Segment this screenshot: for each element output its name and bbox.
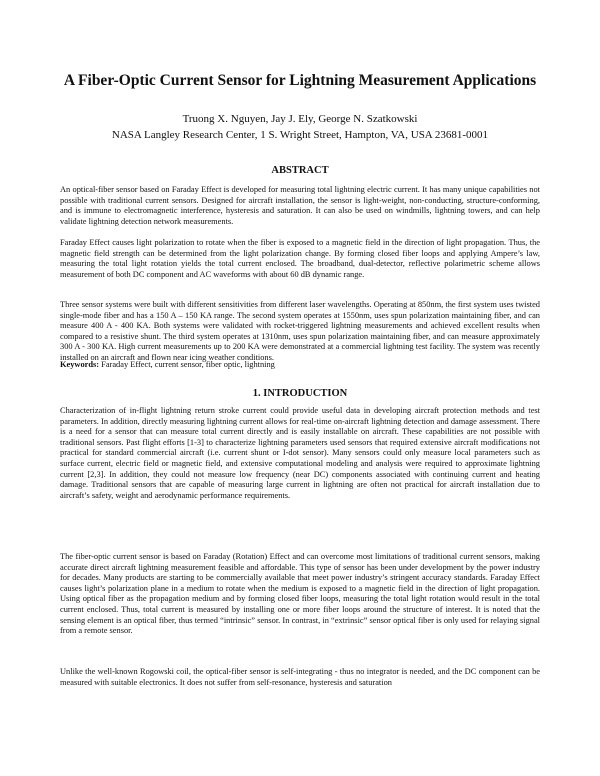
introduction-heading: 1. INTRODUCTION <box>252 388 348 399</box>
author-list: Truong X. Nguyen, Jay J. Ely, George N. Szatkowski <box>182 113 418 125</box>
paper-title: A Fiber-Optic Current Sensor for Lightning Measurement Applications <box>63 72 537 89</box>
abstract-paragraph: An optical-fiber sensor based on Faraday Effect is developed for measuring total lightning electric current. It has many unique capabilities not possible with traditional current sensors. Designed for aircraft installation, the sensor is light-weight, non-conducting, structure-conforming, and is immune to electromagnetic interference, hysteresis and saturation. It can also be used on windmills, lightning towers, and can help validate lightning detection network measurements. <box>60 185 540 226</box>
abstract-paragraph: Faraday Effect causes light polarization to rotate when the fiber is exposed to a magnetic field in the direction of light propagation. Thus, the magnetic field strength can be determined from the light polarization change. By forming closed fiber loops and applying Ampere’s law, measuring the total light rotation yields the total current enclosed. The broadband, dual-detector, reflective polarimetric scheme allows measurement of both DC component and AC waveforms with about 60 dB dynamic range. <box>60 238 540 279</box>
intro-paragraph: The fiber-optic current sensor is based on Faraday (Rotation) Effect and can overcome most limitations of traditional current sensors, making accurate direct aircraft lightning measurement feasible and affordable. This type of sensor has been under development by the power industry for decades. Many products are starting to be commercially available that meet power industry’s stringent accuracy standards. Faraday Effect causes light’s polarization plane in a medium to rotate when the medium is exposed to a magnetic field in the direction of light propagation. Using optical fiber as the propagation medium and by forming closed fiber loops, measuring the total light rotation would result in the total current enclosed. Thus, total current is measured by installing one or more fiber loops around the structure of interest. It is noted that the sensing element is an optical fiber, thus termed “intrinsic” sensor. In contrast, in “extrinsic” sensor optical fiber is only used for relaying signal from a remote sensor. <box>60 552 540 636</box>
intro-paragraph: Characterization of in-flight lightning return stroke current could provide useful data in developing aircraft protection methods and test parameters. In addition, directly measuring lightning current allows for real-time on-aircraft lightning detection and damage assessment. There is a need for a sensor that can measure total current directly and is easily installable on aircraft. These capabilities are not possible with traditional sensors. Past flight efforts [1-3] to characterize lightning parameters used sensors that required extensive aircraft modifications not practical for standard commercial aircraft (i.e. current shunt or I-dot sensor). Many sensors could only measure local parameters such as surface current, electric field or magnetic field, and extensive computational modeling and analysis were required to approximate lightning current [2,3]. In addition, they could not measure low frequency (near DC) components associated with continuing current and heating damage. Traditional sensors that are capable of measuring large current in lightning are often not practical for aircraft installation due to aircraft’s safety, weight and aerodynamic performance requirements. <box>60 406 540 500</box>
affiliation: NASA Langley Research Center, 1 S. Wright Street, Hampton, VA, USA 23681-0001 <box>111 129 489 141</box>
keywords-line <box>60 360 540 371</box>
intro-paragraph: Unlike the well-known Rogowski coil, the optical-fiber sensor is self-integrating - thus no integrator is needed, and the DC component can be measured with suitable electronics. It does not suffer from self-resonance, hysteresis and saturation <box>60 667 540 687</box>
keywords-text: Faraday Effect, current sensor, fiber optic, lightning <box>99 360 275 369</box>
abstract-paragraph: Three sensor systems were built with different sensitivities from different laser wavelengths. Operating at 850nm, the first system uses twisted single-mode fiber and has a 150 A – 150 KA range. The second system operates at 1550nm, uses spun polarization maintaining fiber, and can measure 400 A - 400 KA. Both systems were validated with rocket-triggered lightning measurements and achieved excellent results when compared to a resistive shunt. The third system operates at 1310nm, uses spun polarization maintaining fiber, and can measure approximately 300 A - 300 KA. High current measurements up to 200 KA were demonstrated at a commercial lightning test facility. The system was recently installed on an aircraft and flown near icing weather conditions. <box>60 300 540 362</box>
keywords-label: Keywords: <box>60 360 100 369</box>
abstract-heading: ABSTRACT <box>271 165 329 176</box>
